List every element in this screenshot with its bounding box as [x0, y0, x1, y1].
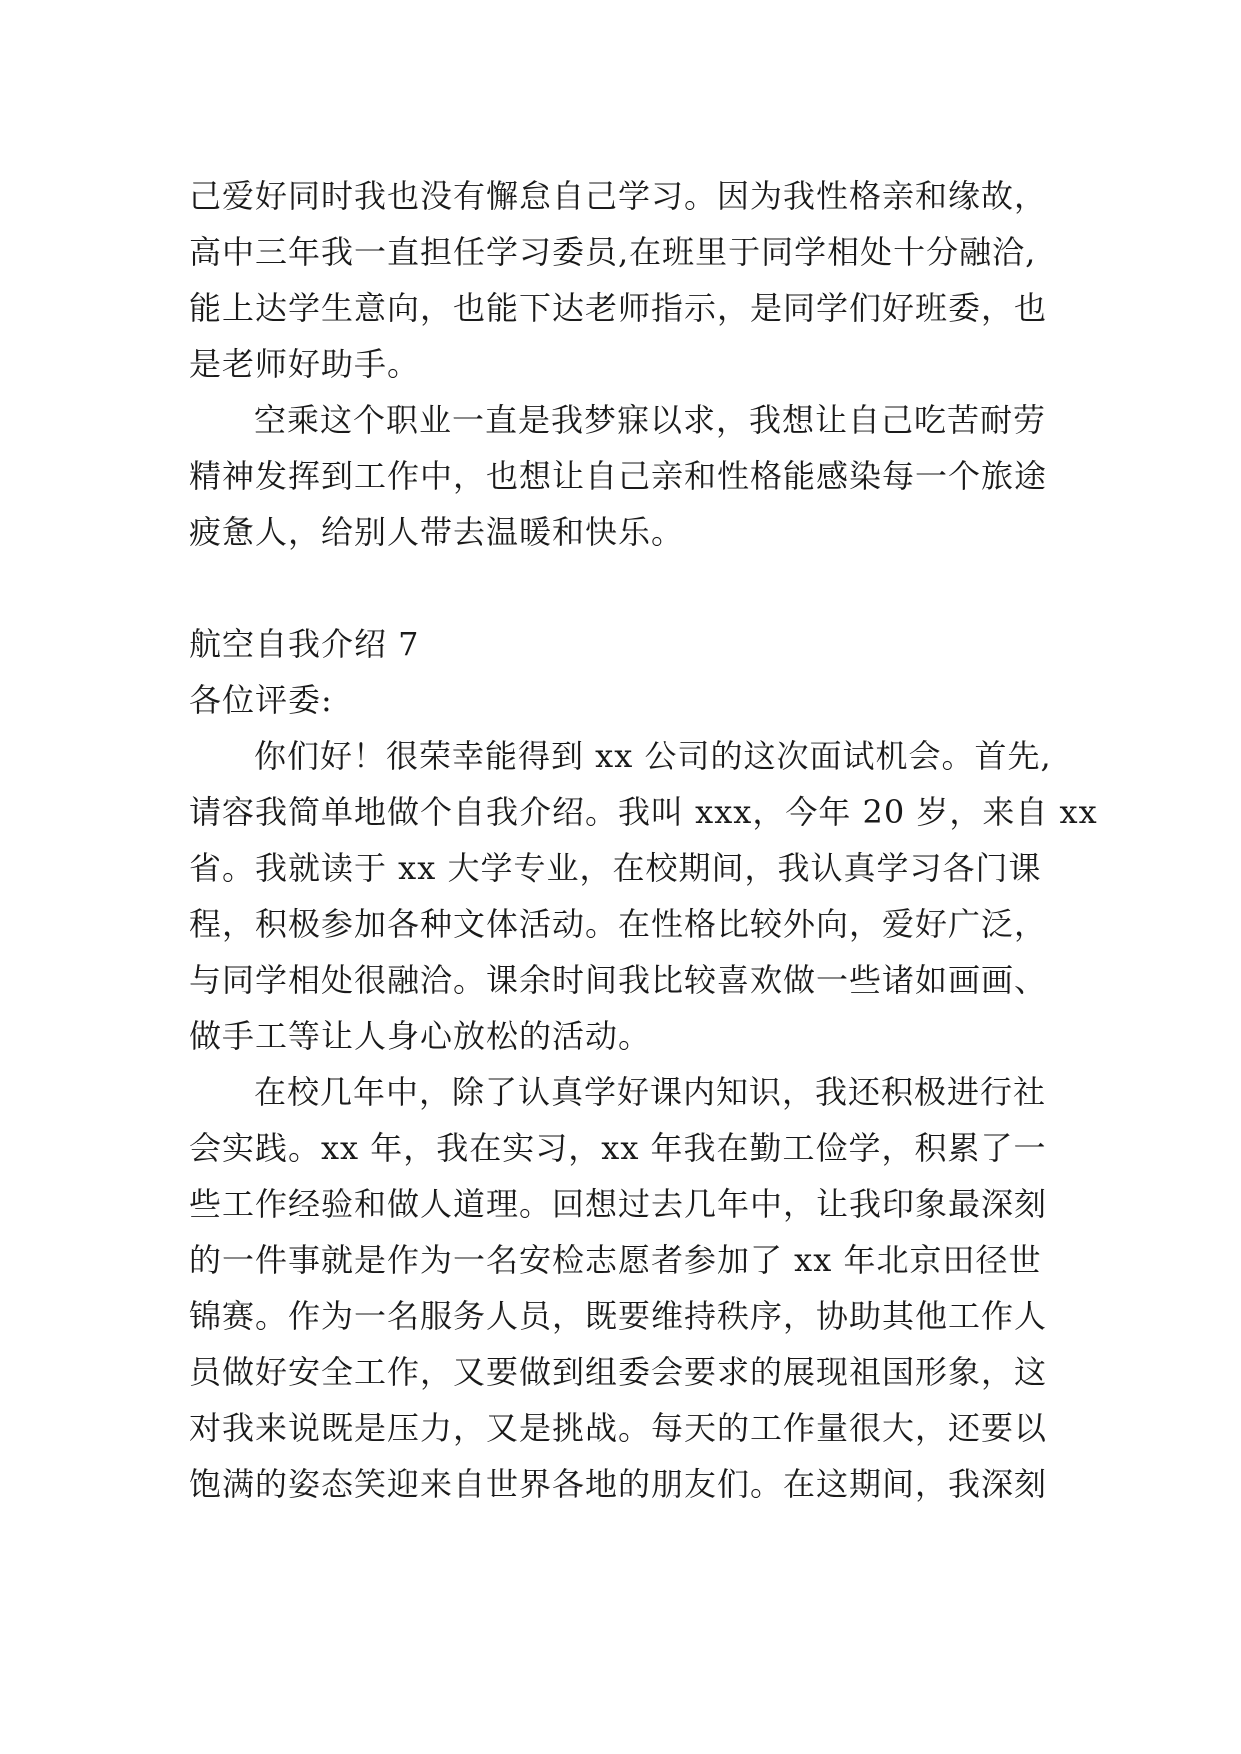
paragraph-4-line: 会实践。xx 年，我在实习，xx 年我在勤工俭学，积累了一 — [189, 1129, 1047, 1167]
paragraph-1-line: 是老师好助手。 — [189, 345, 421, 383]
paragraph-3-line: 程，积极参加各种文体活动。在性格比较外向，爱好广泛， — [189, 905, 1048, 943]
paragraph-3-line: 请容我简单地做个自我介绍。我叫 xxx，今年 20 岁，来自 xx — [189, 793, 1098, 831]
paragraph-3-line: 做手工等让人身心放松的活动。 — [189, 1017, 652, 1055]
paragraph-2-line: 精神发挥到工作中，也想让自己亲和性格能感染每一个旅途 — [189, 457, 1048, 495]
paragraph-4-line: 在校几年中，除了认真学好课内知识，我还积极进行社 — [254, 1073, 1047, 1111]
paragraph-4-line: 饱满的姿态笑迎来自世界各地的朋友们。在这期间，我深刻 — [189, 1465, 1048, 1503]
paragraph-4-line: 些工作经验和做人道理。回想过去几年中，让我印象最深刻 — [189, 1185, 1048, 1223]
paragraph-3-line: 与同学相处很融洽。课余时间我比较喜欢做一些诸如画画、 — [189, 961, 1048, 999]
paragraph-4-line: 对我来说既是压力，又是挑战。每天的工作量很大，还要以 — [189, 1409, 1048, 1447]
paragraph-3-line: 省。我就读于 xx 大学专业，在校期间，我认真学习各门课 — [189, 849, 1042, 887]
paragraph-3-line: 你们好！很荣幸能得到 xx 公司的这次面试机会。首先, — [254, 737, 1052, 775]
paragraph-4-line: 锦赛。作为一名服务人员，既要维持秩序，协助其他工作人 — [189, 1297, 1048, 1335]
paragraph-1-line: 高中三年我一直担任学习委员,在班里于同学相处十分融洽, — [189, 233, 1037, 271]
paragraph-2-line: 疲惫人，给别人带去温暖和快乐。 — [189, 513, 685, 551]
paragraph-4-line: 的一件事就是作为一名安检志愿者参加了 xx 年北京田径世 — [189, 1241, 1042, 1279]
paragraph-1-line: 己爱好同时我也没有懈怠自己学习。因为我性格亲和缘故， — [189, 177, 1048, 215]
paragraph-1-line: 能上达学生意向，也能下达老师指示，是同学们好班委，也 — [189, 289, 1048, 327]
section-title: 航空自我介绍 7 — [189, 625, 420, 663]
salutation: 各位评委: — [189, 681, 333, 719]
paragraph-2-line: 空乘这个职业一直是我梦寐以求，我想让自己吃苦耐劳 — [254, 401, 1047, 439]
paragraph-4-line: 员做好安全工作，又要做到组委会要求的展现祖国形象，这 — [189, 1353, 1048, 1391]
